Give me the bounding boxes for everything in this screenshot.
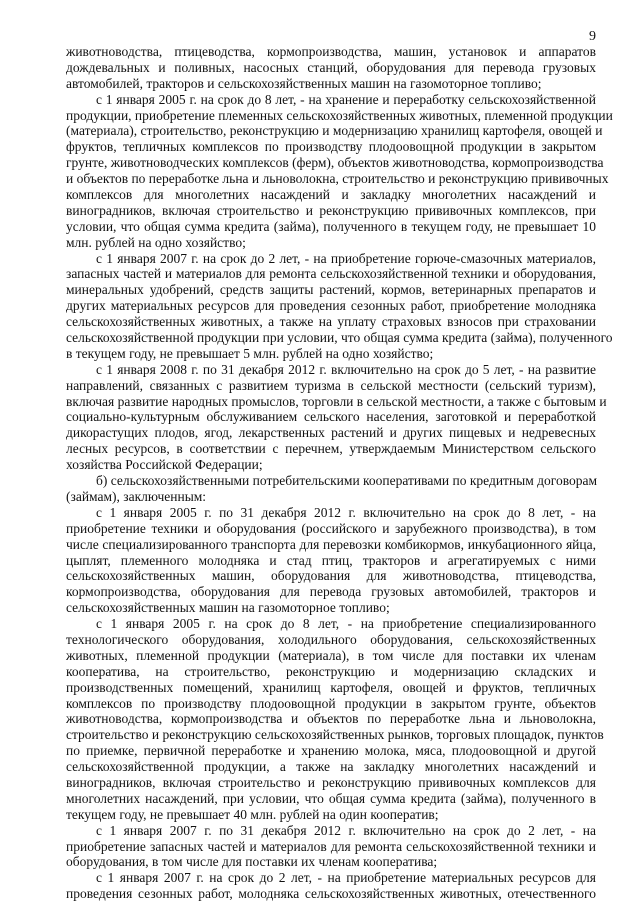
text-line: грунте, животноводческих комплексов (ферм), объектов животноводства, кормопроизводства (66, 155, 604, 171)
text-line: направлений, связанных с развитием туризма в сельской местности (сельский туризм), (66, 377, 596, 393)
text-line: лесных ресурсов, в соответствии с перечнем, утверждаемым Министерством сельского (66, 441, 596, 457)
text-line: (материала), строительство, реконструкцию и модернизацию хранилищ картофеля, овощей и (66, 123, 603, 139)
text-line: млн. рублей на одно хозяйство; (66, 234, 246, 250)
text-line: социально-культурным обслуживанием сельского населения, заготовкой и переработкой (66, 409, 596, 425)
text-line: многолетних насаждений, при условии, что общая сумма кредита (займа), полученного в (66, 790, 596, 806)
page-number: 9 (589, 29, 596, 44)
paragraph (66, 91, 613, 251)
text-line: животноводства, птицеводства, кормопроизводства, машин, установок и аппаратов (66, 44, 596, 59)
document-body (66, 44, 613, 902)
text-line: сельскохозяйственной продукции, а также на закладку многолетних насаждений и (66, 759, 596, 775)
text-line: приобретение запасных частей и материалов для ремонта сельскохозяйственной техники и (66, 838, 596, 854)
paragraph (66, 505, 596, 616)
paragraph (66, 361, 607, 473)
paragraph (66, 616, 604, 823)
text-line: условии, что общая сумма кредита (займа), полученного в текущем году, не превышает 10 (66, 218, 596, 234)
text-line: с 1 января 2005 г. на срок до 8 лет, - на хранение и переработку сельскохозяйственной (96, 91, 596, 107)
text-line: дождевальных и поливных, насосных станций, оборудования для перевода грузовых (66, 59, 596, 75)
text-line: фруктов, тепличных комплексов по производству плодоовощной продукции в закрытом (66, 139, 596, 155)
text-line: кормопроизводства, оборудования для перевода грузовых автомобилей, тракторов и (66, 584, 596, 600)
text-line: с 1 января 2005 г. по 31 декабря 2012 г. включительно на срок до 8 лет, - на (96, 504, 596, 520)
text-line: числе специализированного транспорта для перевозки комбикормов, инкубационного яйца, (66, 536, 596, 552)
text-line: комплексов для многолетних насаждений и закладку многолетних насаждений и (66, 187, 596, 203)
text-line: животных, племенной продукции (материала), в том числе для поставки их членам (66, 647, 596, 663)
text-line: с 1 января 2008 г. по 31 декабря 2012 г. включительно на срок до 5 лет, - на развитие (96, 361, 596, 377)
paragraph (66, 823, 596, 871)
text-line: производственных помещений, хранилищ картофеля, овощей и фруктов, тепличных (66, 679, 596, 695)
text-line: запасных частей и материалов для ремонта сельскохозяйственной техники и оборудования, (66, 266, 596, 282)
text-line: с 1 января 2005 г. на срок до 8 лет, - на приобретение специализированного (96, 616, 596, 632)
text-line: с 1 января 2007 г. на срок до 2 лет, - на приобретение материальных ресурсов для (96, 870, 596, 886)
text-line: сельскохозяйственных животных, а также на уплату страховых взносов при страховании (66, 314, 596, 330)
text-line: с 1 января 2007 г. по 31 декабря 2012 г. включительно на срок до 2 лет, - на (96, 822, 596, 838)
text-line: технологического оборудования, холодильного оборудования, сельскохозяйственных (66, 631, 596, 647)
text-line: виноградников, включая строительство и реконструкцию прививочных комплексов для (66, 774, 596, 790)
paragraph (66, 250, 613, 362)
text-line: проведения сезонных работ, молодняка сельскохозяйственных животных, отечественного (66, 886, 596, 902)
text-line: кооператива, на строительство, реконструкцию и модернизацию складских и (66, 663, 596, 679)
text-line: б) сельскохозяйственными потребительскими кооперативами по кредитным договорам (96, 473, 598, 489)
text-line: строительство и реконструкцию сельскохозяйственных рынков, торговых площадок, пунктов (66, 727, 604, 743)
text-line: оборудования, в том числе для поставки их членам кооператива; (66, 854, 438, 870)
text-line: хозяйства Российской Федерации; (66, 457, 263, 473)
text-line: автомобилей, тракторов и сельскохозяйственных машин на газомоторное топливо; (66, 75, 542, 91)
text-line: приобретение техники и оборудования (российского и зарубежного производства), в том (66, 520, 596, 536)
text-line: животноводства, кормопроизводства и объектов по переработке льна и льноволокна, (66, 711, 596, 727)
text-line: сельскохозяйственной продукции при условии, что общая сумма кредита (займа), полученного (66, 330, 613, 346)
text-line: цыплят, племенного молодняка и стад птиц, тракторов и агрегатируемых с ними (66, 552, 596, 568)
text-line: включая развитие народных промыслов, торговли в сельской местности, а также с бытовым и (66, 393, 607, 409)
text-line: по приемке, первичной переработке и хранению молока, мяса, плодоовощной и другой (66, 743, 596, 759)
paragraph (66, 473, 596, 505)
text-line: минеральных удобрений, средств защиты растений, кормов, ветеринарных препаратов и (66, 282, 596, 298)
text-line: продукции, приобретение племенных сельскохозяйственных животных, племенной продукции (66, 107, 613, 123)
text-line: сельскохозяйственных машин на газомоторное топливо; (66, 600, 390, 616)
text-line: и объектов по переработке льна и льноволокна, строительство и реконструкцию прививочных (66, 171, 609, 187)
text-line: сельскохозяйственных машин, оборудования для животноводства, птицеводства, (66, 568, 596, 584)
text-line: других материальных ресурсов для проведения сезонных работ, приобретение молодняка (66, 298, 596, 314)
text-line: (займам), заключенным: (66, 488, 207, 504)
text-line: с 1 января 2007 г. на срок до 2 лет, - на приобретение горюче-смазочных материалов, (96, 250, 596, 266)
paragraph (66, 44, 596, 92)
text-line: комплексов по производству плодоовощной продукции в закрытом грунте, объектов (66, 695, 596, 711)
text-line: в текущем году, не превышает 5 млн. рублей на одно хозяйство; (66, 345, 434, 361)
paragraph (66, 870, 596, 902)
text-line: текущем году, не превышает 40 млн. рублей на один кооператив; (66, 806, 439, 822)
text-line: дикорастущих плодов, ягод, лекарственных растений и других пищевых и недревесных (66, 425, 596, 441)
text-line: виноградников, включая строительство и реконструкцию прививочных комплексов, при (66, 202, 596, 218)
